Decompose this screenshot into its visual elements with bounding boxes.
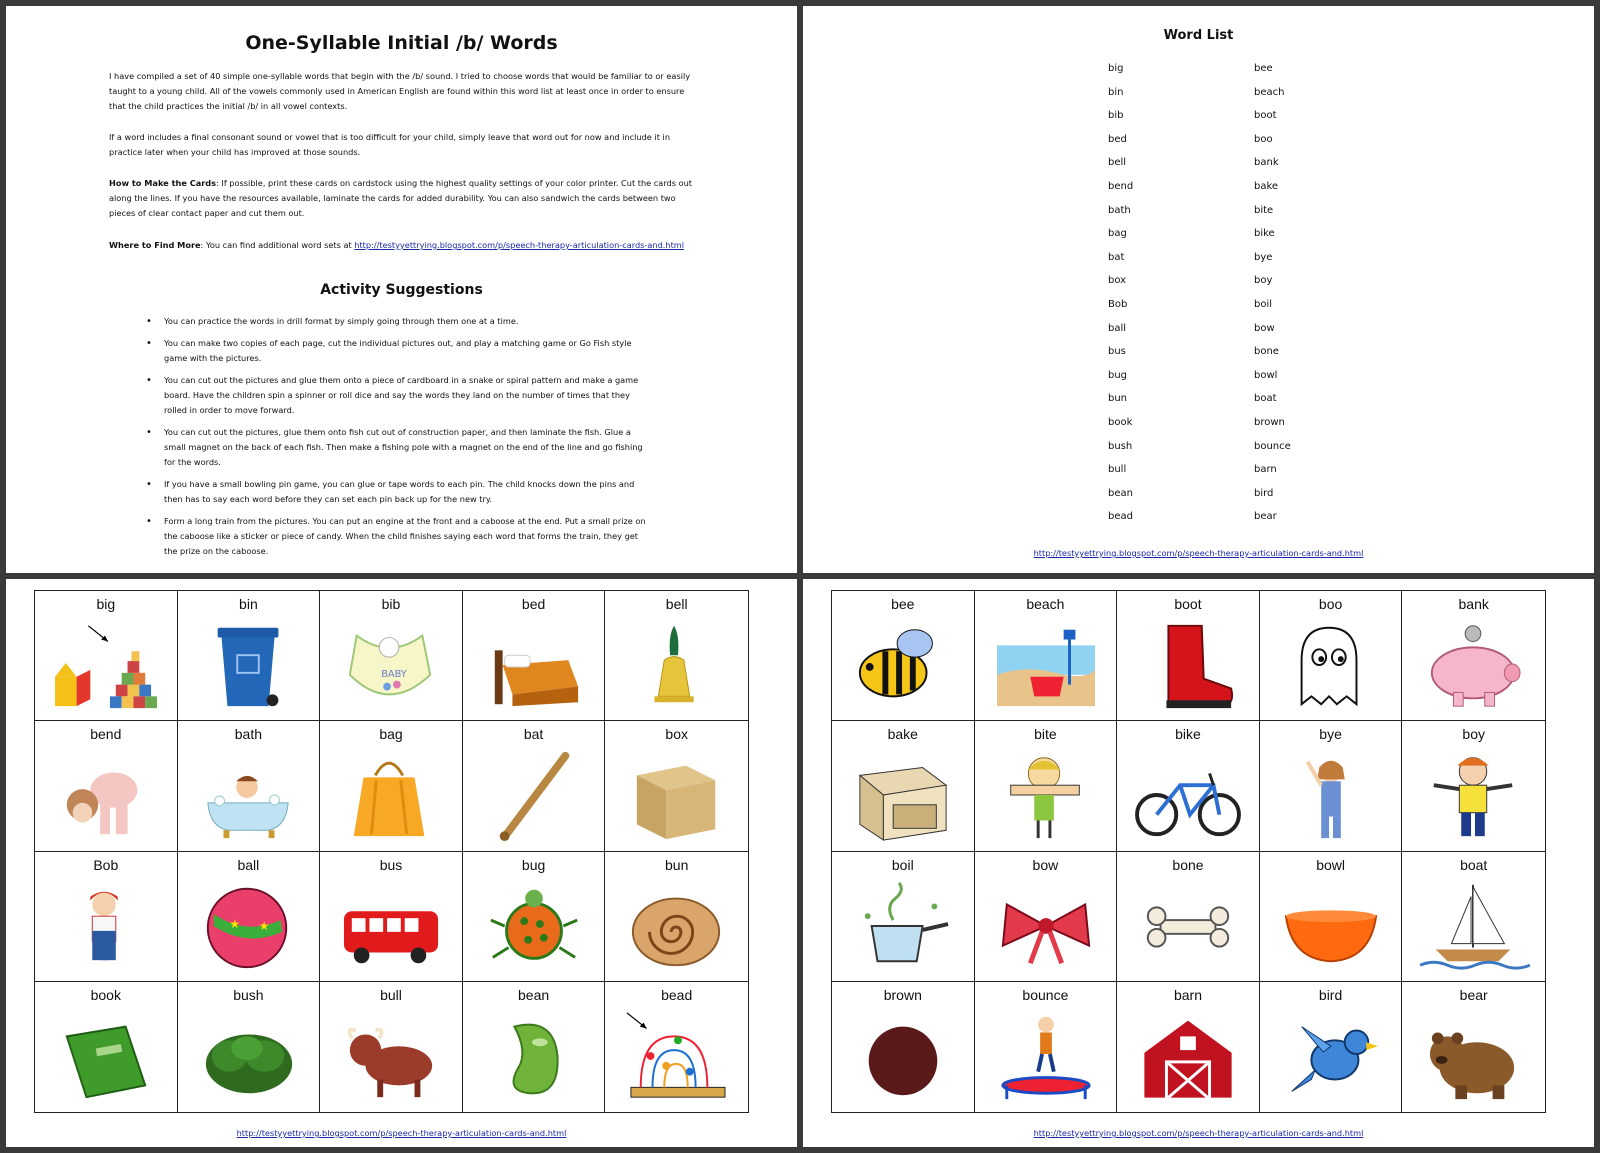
word-card-label: Bob (93, 856, 119, 873)
word-card-label: big (96, 596, 116, 612)
word-list-item: Bob (1108, 298, 1128, 310)
word-card-label: bug (521, 856, 546, 873)
word-list-item: bin (1108, 86, 1124, 98)
intro-paragraph: If a word includes a final consonant sound or vowel that is too difficult for your child, simply leave that word out for now and include it in practice later when your child has improved at those sounds. (109, 132, 671, 157)
word-list-item: bun (1108, 393, 1128, 405)
word-card[interactable] (832, 591, 975, 721)
bush-icon (190, 1007, 308, 1105)
word-card-label: boat (1460, 856, 1488, 873)
word-list-item: book (1108, 416, 1133, 428)
word-list-item: bird (1254, 487, 1274, 499)
word-card-label: boo (1318, 596, 1343, 612)
word-list-item: bug (1108, 369, 1128, 381)
word-card[interactable] (320, 721, 463, 851)
card-page-1 (6, 579, 797, 1147)
word-card[interactable] (463, 982, 606, 1112)
bear-icon (1414, 1007, 1532, 1105)
word-card-label: box (665, 726, 688, 743)
activity-item: • Form a long train from the pictures. You can put an engine at the front and a caboose at the end. Put a small prize on the caboose like a sticker or piece of candy. When the child finishes saying each word that forms the train, they get the prize on the caboose. (146, 514, 646, 559)
word-list-item: big (1108, 63, 1124, 74)
word-card[interactable] (605, 852, 748, 982)
word-list-item: bag (1108, 228, 1127, 240)
word-list-item: bead (1108, 511, 1133, 523)
word-card[interactable] (1260, 591, 1403, 721)
word-card[interactable] (1402, 982, 1545, 1112)
activity-item: • You can make two copies of each page, cut the individual pictures out, and play a matching game or Go Fish style game with the pictures. (146, 336, 646, 366)
blocks-icon (47, 616, 165, 714)
word-card-label: ball (237, 856, 260, 873)
word-card[interactable] (1260, 721, 1403, 851)
word-card[interactable] (1117, 852, 1260, 982)
word-card-label: bank (1458, 596, 1489, 612)
boy-icon (1414, 746, 1532, 844)
word-card-label: bee (891, 596, 915, 612)
word-card-label: bag (379, 726, 403, 743)
barn-icon (1129, 1007, 1247, 1105)
word-card-label: bull (380, 986, 402, 1003)
word-list-item: boil (1254, 298, 1273, 310)
how-to-paragraph (109, 176, 695, 221)
word-card-label: bat (523, 726, 544, 743)
word-list-item: beach (1254, 86, 1285, 98)
word-list-item: bull (1108, 464, 1127, 476)
word-card[interactable] (975, 591, 1118, 721)
book-icon (47, 1007, 165, 1105)
bending-baby-icon (47, 746, 165, 844)
baseball-bat-icon (475, 746, 593, 844)
intro-page (6, 6, 797, 573)
word-card[interactable] (1260, 982, 1403, 1112)
activity-item: • If you have a small bowling pin game, you can glue or tape words to each pin. The child knocks down the pins and then has to say each word before they can set each pin back up for the new try. (146, 477, 646, 507)
svg-text:BABY: BABY (381, 668, 407, 680)
word-card-label: boot (1174, 596, 1202, 612)
word-list-item: bell (1108, 157, 1127, 169)
word-card-label: bead (661, 986, 693, 1003)
word-card[interactable] (605, 591, 748, 721)
word-list-item: bean (1108, 487, 1133, 499)
word-card-label: bow (1032, 856, 1059, 873)
word-card[interactable] (1117, 721, 1260, 851)
bone-icon (1129, 877, 1247, 975)
word-card[interactable] (832, 982, 975, 1112)
trash-bin-icon (190, 616, 308, 714)
word-card-label: bush (233, 986, 264, 1003)
word-list-item: boot (1254, 110, 1277, 122)
activity-list (146, 314, 646, 566)
bead-maze-icon (617, 1007, 735, 1105)
boiling-pot-icon (844, 877, 962, 975)
waving-girl-icon (1272, 746, 1390, 844)
word-card-label: bite (1034, 726, 1057, 743)
bicycle-icon (1129, 746, 1247, 844)
activity-heading: Activity Suggestions (320, 282, 483, 298)
activity-item: • You can cut out the pictures and glue them onto a piece of cardboard in a snake or spiral pattern and make a game board. Have the children spin a spinner or roll dice and say the words they land on the number of times that they rolled in order to move forward. (146, 373, 646, 418)
word-card-label: bus (379, 856, 403, 873)
word-card[interactable] (178, 721, 321, 851)
word-list-item: bite (1254, 204, 1274, 216)
where-paragraph (109, 238, 695, 253)
activity-item: • You can practice the words in drill format by simply going through them one at a time. (146, 314, 646, 329)
how-to-heading: How to Make the Cards (109, 178, 217, 188)
word-list-item: bed (1108, 133, 1127, 145)
boot-icon (1129, 616, 1247, 714)
word-card-label: bear (1459, 986, 1488, 1003)
ball-icon (190, 877, 308, 975)
word-card-label: bell (665, 596, 688, 612)
word-card-label: bin (239, 596, 258, 612)
word-card-label: barn (1173, 986, 1202, 1003)
word-card[interactable] (975, 721, 1118, 851)
word-list-item: bowl (1254, 369, 1278, 381)
box-icon (617, 746, 735, 844)
word-card-label: bird (1318, 986, 1343, 1003)
word-card[interactable] (178, 591, 321, 721)
word-card[interactable] (1117, 982, 1260, 1112)
word-list-item: bone (1254, 346, 1279, 358)
word-list-column-1 (1108, 63, 1133, 535)
word-card[interactable] (832, 721, 975, 851)
card-page-2 (803, 579, 1594, 1147)
word-card[interactable] (320, 982, 463, 1112)
where-link[interactable]: http://testyyettrying.blogspot.com/p/speech-therapy-articulation-cards-and.html (354, 240, 685, 250)
word-list-item: bat (1108, 251, 1125, 263)
word-card[interactable] (463, 852, 606, 982)
word-card-label: bib (381, 596, 401, 612)
word-card[interactable] (178, 982, 321, 1112)
bean-icon (475, 1007, 593, 1105)
boy-bob-icon (47, 877, 165, 975)
word-list-item: bye (1254, 251, 1273, 263)
beach-icon (987, 616, 1105, 714)
word-card[interactable] (1402, 852, 1545, 982)
svg-text:★: ★ (258, 919, 269, 933)
ribbon-bow-icon (987, 877, 1105, 975)
word-card-label: brown (883, 986, 922, 1003)
bathtub-icon (190, 746, 308, 844)
word-list-item: bee (1254, 63, 1273, 74)
footer-link[interactable]: http://testyyettrying.blogspot.com/p/speech-therapy-articulation-cards-and.html (1033, 548, 1364, 558)
word-card[interactable] (35, 852, 178, 982)
intro-paragraph: I have compiled a set of 40 simple one-syllable words that begin with the /b/ sound. I tried to choose words that would be familiar to or easily taught to a young child. All of the vowels commonly used in American English are found within this word list at least once in order to ensure that the child practices the initial /b/ in all vowel contexts. (109, 71, 691, 111)
word-list-item: bend (1108, 180, 1134, 192)
word-card[interactable] (463, 721, 606, 851)
svg-text:★: ★ (228, 917, 240, 931)
word-card[interactable] (35, 721, 178, 851)
word-card-label: bed (521, 596, 546, 612)
where-heading: Where to Find More (109, 240, 201, 250)
word-card-label: boil (891, 856, 914, 873)
word-card[interactable] (1402, 721, 1545, 851)
bed-icon (475, 616, 593, 714)
word-card-label: bun (665, 856, 689, 873)
bull-icon (332, 1007, 450, 1105)
word-card[interactable] (1260, 852, 1403, 982)
word-card[interactable] (832, 852, 975, 982)
word-list-item: barn (1254, 464, 1277, 476)
word-list-item: bounce (1254, 440, 1291, 452)
word-list-item: bake (1254, 180, 1279, 192)
word-card[interactable] (320, 852, 463, 982)
word-card-label: bone (1172, 856, 1204, 873)
bun-icon (617, 877, 735, 975)
word-card-label: beach (1026, 596, 1065, 612)
word-list-page (803, 6, 1594, 573)
word-card-label: bath (234, 726, 263, 743)
piggy-bank-icon (1414, 616, 1532, 714)
word-list-item: bus (1108, 346, 1126, 358)
footer-link[interactable]: http://testyyettrying.blogspot.com/p/speech-therapy-articulation-cards-and.html (1033, 1128, 1364, 1138)
bug-icon (475, 877, 593, 975)
activity-item: • You can cut out the pictures, glue them onto fish cut out of construction paper, and then laminate the fish. Glue a small magnet on the back of each fish. Then make a fishing pole with a magnet on the end of the line and go fishing for the words. (146, 425, 646, 470)
word-list-item: boat (1254, 393, 1277, 405)
word-card-label: bye (1319, 726, 1342, 743)
word-card[interactable] (35, 982, 178, 1112)
word-list-title: Word List (1163, 28, 1234, 43)
bird-icon (1272, 1007, 1390, 1105)
word-list-column-2 (1254, 63, 1291, 535)
word-card-label: boy (1462, 726, 1485, 743)
word-list-item: ball (1108, 322, 1127, 334)
word-card[interactable] (605, 721, 748, 851)
word-card[interactable] (463, 591, 606, 721)
word-list-item: brown (1254, 416, 1285, 428)
word-card[interactable] (35, 591, 178, 721)
word-card-label: bend (90, 726, 122, 743)
bee-icon (844, 616, 962, 714)
word-list-item: bath (1108, 204, 1131, 216)
word-card[interactable] (320, 591, 463, 721)
trampoline-icon (987, 1007, 1105, 1105)
biting-kid-icon (987, 746, 1105, 844)
card-grid (831, 590, 1546, 1113)
word-card[interactable] (975, 982, 1118, 1112)
word-list-item: boy (1254, 275, 1273, 287)
bowl-icon (1272, 877, 1390, 975)
page-title: One-Syllable Initial /b/ Words (245, 32, 558, 54)
word-card[interactable] (1402, 591, 1545, 721)
word-list-item: bear (1254, 511, 1277, 523)
word-list-item: bow (1254, 322, 1275, 334)
bag-icon (332, 746, 450, 844)
brown-circle-icon (844, 1007, 962, 1105)
word-list-item: bush (1108, 440, 1133, 452)
bell-icon (617, 616, 735, 714)
word-card-label: bounce (1022, 986, 1069, 1003)
card-grid (34, 590, 749, 1113)
word-list-item: boo (1254, 133, 1273, 145)
word-card-label: bowl (1316, 856, 1345, 873)
word-list-item: bib (1108, 110, 1124, 122)
sailboat-icon (1414, 877, 1532, 975)
word-list-item: bank (1254, 157, 1279, 169)
word-card-label: bean (518, 986, 550, 1003)
word-card-label: bake (887, 726, 918, 743)
where-text: : You can find additional word sets at (200, 240, 355, 250)
word-card[interactable] (975, 852, 1118, 982)
word-list-item: bike (1254, 228, 1275, 240)
footer-link[interactable]: http://testyyettrying.blogspot.com/p/speech-therapy-articulation-cards-and.html (236, 1128, 567, 1138)
ghost-icon (1272, 616, 1390, 714)
word-card-label: bike (1175, 726, 1201, 743)
word-list-item: box (1108, 275, 1127, 287)
bus-icon (332, 877, 450, 975)
word-card[interactable] (178, 852, 321, 982)
word-card[interactable] (1117, 591, 1260, 721)
word-card[interactable] (605, 982, 748, 1112)
word-card-label: book (90, 986, 121, 1003)
oven-icon (844, 746, 962, 844)
bib-icon (332, 616, 450, 714)
how-to-text: : If possible, print these cards on cardstock using the highest quality settings of your color printer. Cut the cards out along the lines. If you have the resources available, laminate the cards for added durability. You can also sandwich the cards between two pieces of clear contact paper and cut them out. (109, 178, 693, 218)
